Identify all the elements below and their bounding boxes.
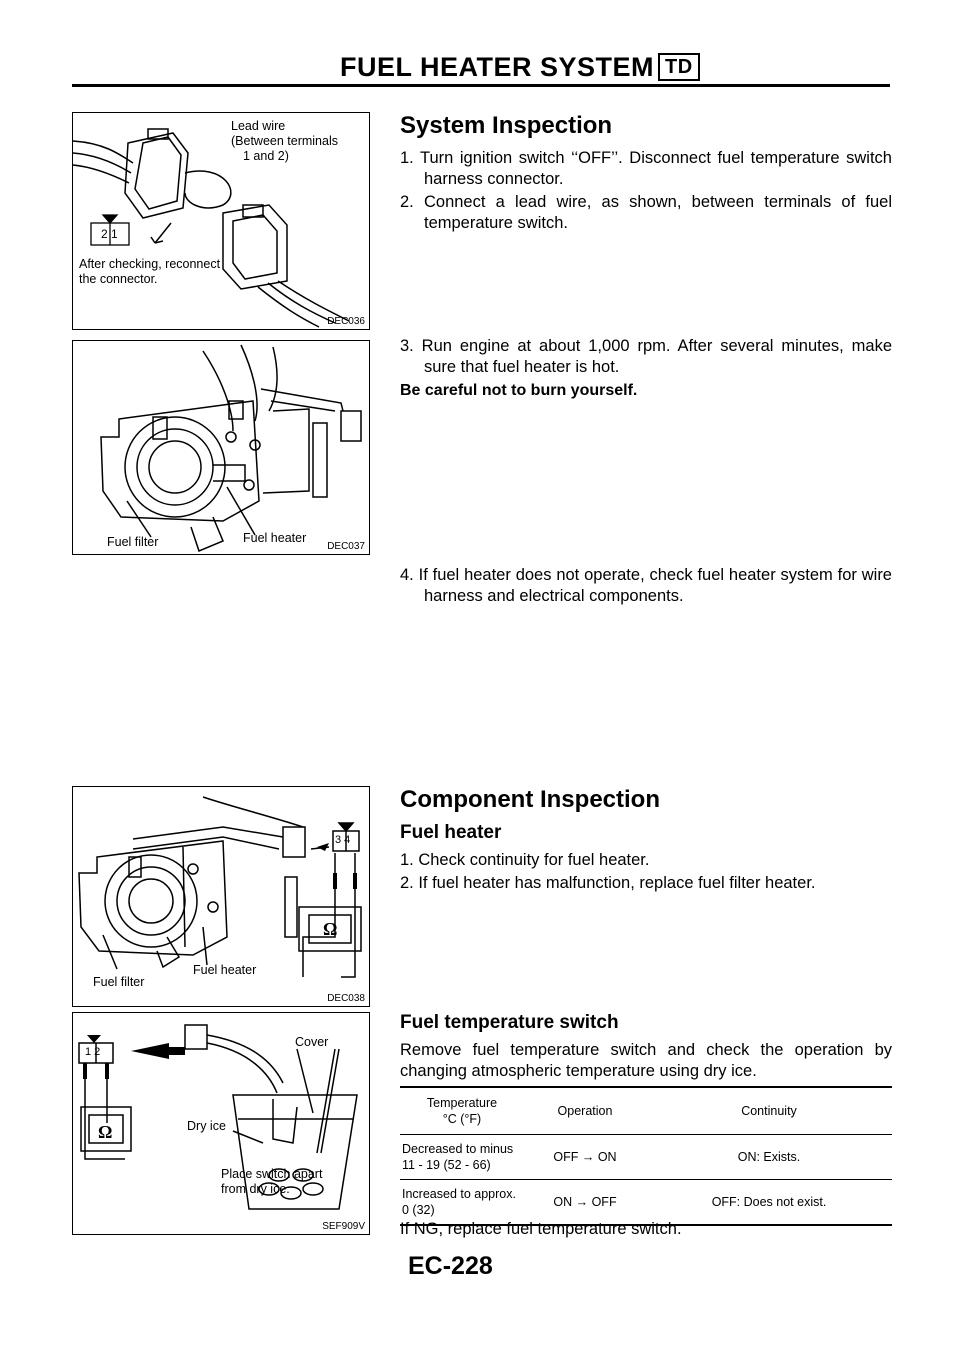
terminal-numbers: 3 4: [335, 834, 351, 846]
dry-ice-label: Dry ice: [187, 1119, 226, 1133]
page-number: EC-228: [408, 1252, 493, 1280]
ng-note-block: [400, 1219, 892, 1240]
place-switch-label-1: Place switch apart: [221, 1167, 323, 1181]
system-step-3: 3. Run engine at about 1,000 rpm. After several minutes, make sure that fuel heater is hot.: [400, 337, 892, 376]
lead-wire-label-3: 1 and 2): [243, 149, 289, 163]
figure-fuel-heater-continuity: [72, 786, 370, 1007]
system-step-3-block: [400, 336, 892, 401]
fuel-filter-illustration: [73, 341, 369, 554]
td-badge: TD: [658, 53, 700, 81]
figure-dry-ice-test: [72, 1012, 370, 1235]
lead-wire-label-1: Lead wire: [231, 119, 286, 133]
figure-lead-wire-connector: [72, 112, 370, 330]
fuel-heater-label: Fuel heater: [193, 963, 257, 977]
table-cell-operation: ON → OFF: [553, 1195, 617, 1209]
place-switch-label-2: from dry ice.: [221, 1182, 290, 1196]
page-title-text: FUEL HEATER SYSTEM: [340, 52, 655, 82]
burn-warning: Be careful not to burn yourself.: [400, 382, 638, 399]
fuel-temp-switch-intro: Remove fuel temperature switch and check the operation by changing atmospheric temperature using dry ice.: [400, 1041, 892, 1080]
table-header-continuity: Continuity: [646, 1087, 892, 1135]
fuel-heater-label: Fuel heater: [243, 531, 307, 545]
system-step-4-block: [400, 565, 892, 609]
fuel-heater-step-1: 1. Check continuity for fuel heater.: [400, 851, 650, 869]
system-step-4: 4. If fuel heater does not operate, check fuel heater system for wire harness and electrical components.: [400, 566, 892, 605]
terminal-numbers: 2 1: [101, 227, 118, 241]
figure-code: DEC036: [327, 316, 365, 327]
fuel-heater-heading: Fuel heater: [400, 822, 502, 843]
system-step-2: 2. Connect a lead wire, as shown, between terminals of fuel temperature switch.: [400, 193, 892, 232]
fuel-temp-switch-heading: Fuel temperature switch: [400, 1012, 619, 1033]
table-cell-temperature: Increased to approx. 0 (32): [402, 1187, 516, 1217]
system-inspection-section: [400, 112, 892, 236]
figure-code: DEC038: [327, 993, 365, 1004]
page-title: [340, 52, 960, 83]
after-check-label-2: the connector.: [79, 272, 158, 286]
ohm-symbol-icon: Ω: [323, 919, 338, 939]
header-rule: [72, 84, 890, 87]
component-inspection-section: [400, 786, 892, 896]
ng-note: If NG, replace fuel temperature switch.: [400, 1220, 682, 1238]
fuel-filter-label: Fuel filter: [107, 535, 159, 549]
table-row: [400, 1135, 892, 1180]
table-cell-operation: OFF → ON: [524, 1135, 646, 1180]
table-header-operation: Operation: [524, 1087, 646, 1135]
system-inspection-heading: System Inspection: [400, 112, 613, 139]
table-header-row: [400, 1087, 892, 1135]
after-check-label-1: After checking, reconnect: [79, 257, 221, 271]
table-cell-continuity: OFF: Does not exist.: [711, 1195, 827, 1209]
table-cell-temperature: Decreased to minus 11 - 19 (52 - 66): [400, 1135, 524, 1180]
fuel-filter-label: Fuel filter: [93, 975, 145, 989]
system-step-1: 1. Turn ignition switch ‘‘OFF’’. Disconnect fuel temperature switch harness connector.: [400, 149, 892, 188]
figure-fuel-filter-heater: [72, 340, 370, 555]
figure-code: DEC037: [327, 541, 365, 552]
table-header-temperature: Temperature °C (°F): [400, 1087, 524, 1135]
cover-label: Cover: [295, 1035, 329, 1049]
terminal-numbers: 1 2: [85, 1046, 101, 1058]
fuel-temp-switch-section: [400, 1012, 892, 1082]
fuel-heater-step-2: 2. If fuel heater has malfunction, replace fuel filter heater.: [400, 874, 816, 892]
figure-code: SEF909V: [322, 1221, 365, 1232]
temperature-switch-table: [400, 1086, 892, 1226]
ohm-symbol-icon: Ω: [98, 1122, 113, 1142]
lead-wire-label-2: (Between terminals: [231, 134, 338, 148]
component-inspection-heading: Component Inspection: [400, 786, 660, 813]
table-cell-continuity: ON: Exists.: [646, 1135, 892, 1180]
